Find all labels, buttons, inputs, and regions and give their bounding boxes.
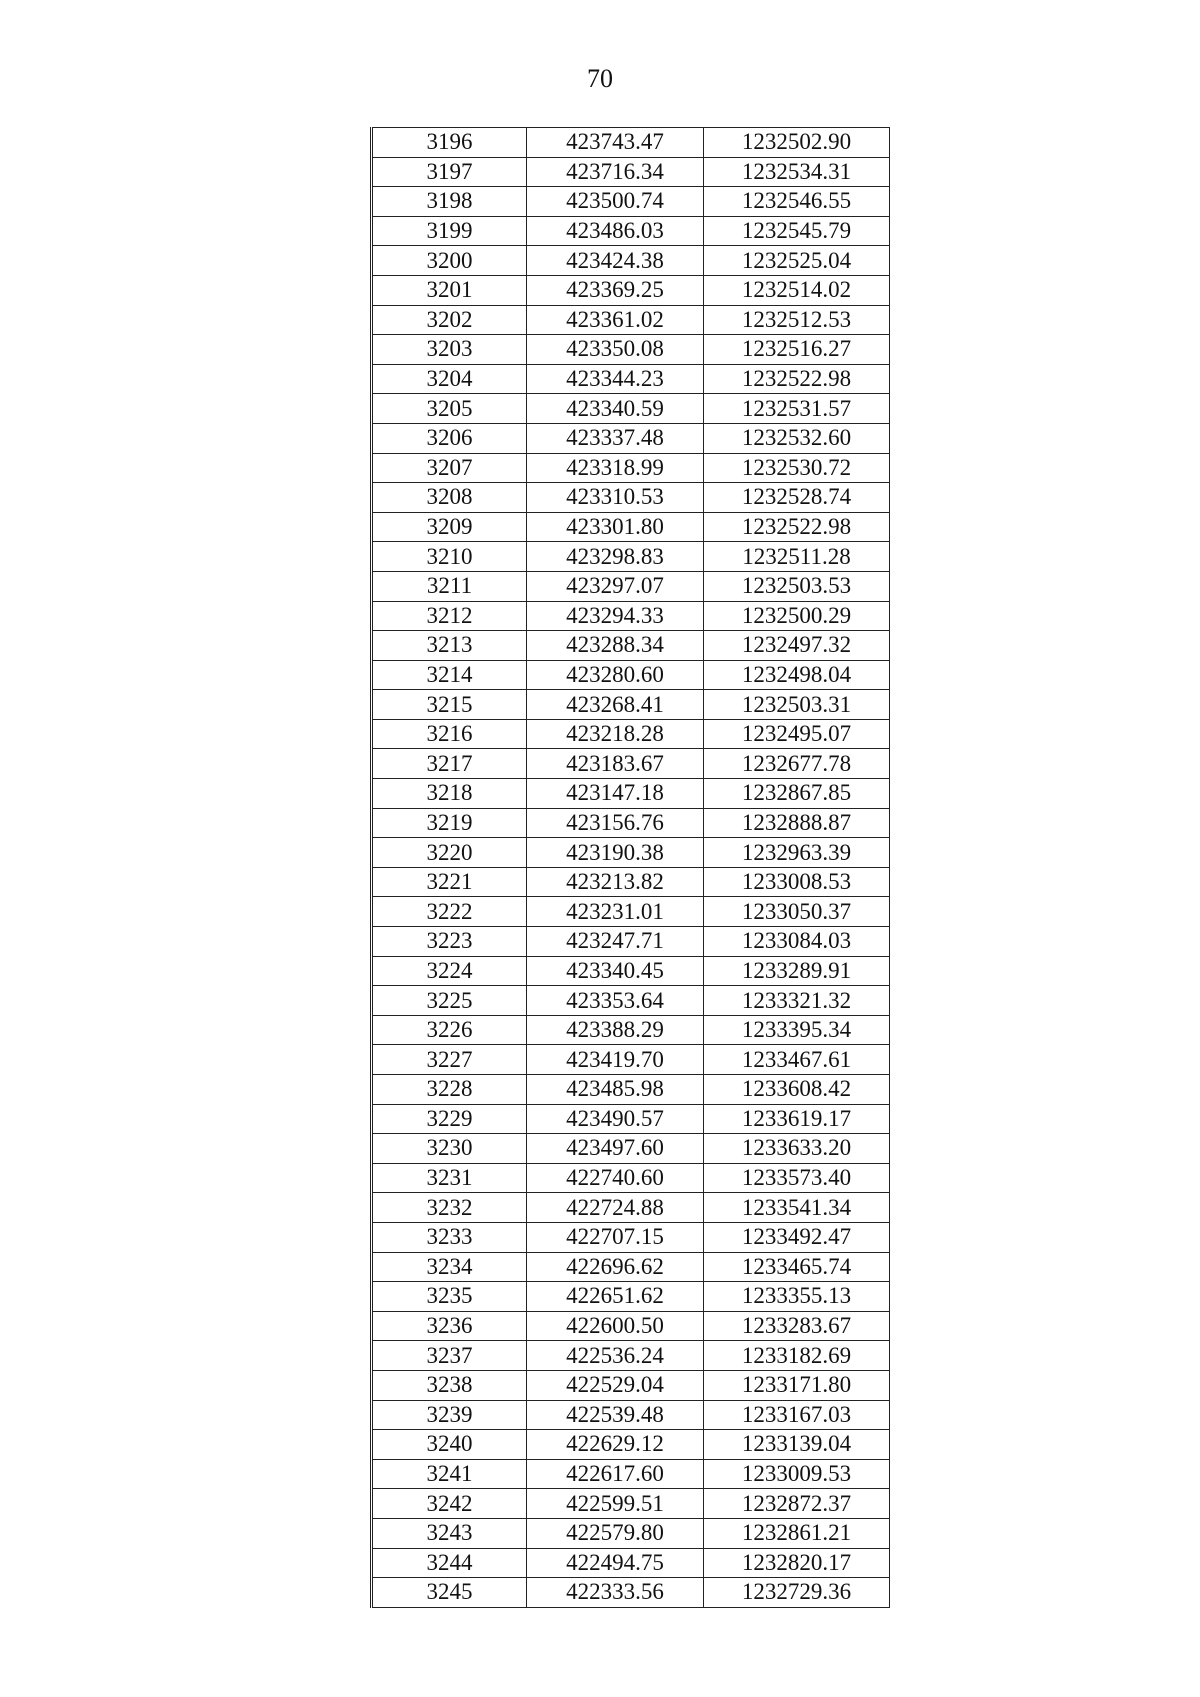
point-number-cell: 3235	[372, 1282, 527, 1312]
x-coordinate-cell: 423388.29	[527, 1015, 704, 1045]
x-coordinate-cell: 423297.07	[527, 571, 704, 601]
x-coordinate-cell: 423268.41	[527, 690, 704, 720]
y-coordinate-cell: 1232502.90	[704, 128, 890, 158]
point-number-cell: 3206	[372, 423, 527, 453]
x-coordinate-cell: 423350.08	[527, 335, 704, 365]
point-number-cell: 3228	[372, 1075, 527, 1105]
point-number-cell: 3230	[372, 1134, 527, 1164]
x-coordinate-cell: 423344.23	[527, 364, 704, 394]
x-coordinate-cell: 422529.04	[527, 1370, 704, 1400]
point-number-cell: 3213	[372, 631, 527, 661]
table-row	[372, 986, 890, 1016]
table-row	[372, 246, 890, 276]
table-row	[372, 927, 890, 957]
table-row	[372, 157, 890, 187]
point-number-cell: 3220	[372, 838, 527, 868]
table-row	[372, 1045, 890, 1075]
y-coordinate-cell: 1232514.02	[704, 275, 890, 305]
table-row	[372, 660, 890, 690]
y-coordinate-cell: 1232530.72	[704, 453, 890, 483]
coordinates-table	[370, 127, 890, 1608]
point-number-cell: 3218	[372, 779, 527, 809]
table-row	[372, 275, 890, 305]
point-number-cell: 3197	[372, 157, 527, 187]
point-number-cell: 3240	[372, 1430, 527, 1460]
point-number-cell: 3242	[372, 1489, 527, 1519]
x-coordinate-cell: 423156.76	[527, 808, 704, 838]
point-number-cell: 3232	[372, 1193, 527, 1223]
point-number-cell: 3222	[372, 897, 527, 927]
table-row	[372, 1015, 890, 1045]
table-row	[372, 1075, 890, 1105]
y-coordinate-cell: 1232503.31	[704, 690, 890, 720]
y-coordinate-cell: 1232546.55	[704, 187, 890, 217]
y-coordinate-cell: 1232528.74	[704, 483, 890, 513]
y-coordinate-cell: 1233633.20	[704, 1134, 890, 1164]
y-coordinate-cell: 1232872.37	[704, 1489, 890, 1519]
y-coordinate-cell: 1232861.21	[704, 1518, 890, 1548]
y-coordinate-cell: 1232498.04	[704, 660, 890, 690]
x-coordinate-cell: 423500.74	[527, 187, 704, 217]
point-number-cell: 3212	[372, 601, 527, 631]
point-number-cell: 3210	[372, 542, 527, 572]
table-row	[372, 364, 890, 394]
y-coordinate-cell: 1233573.40	[704, 1163, 890, 1193]
table-row	[372, 394, 890, 424]
point-number-cell: 3196	[372, 128, 527, 158]
y-coordinate-cell: 1233465.74	[704, 1252, 890, 1282]
point-number-cell: 3245	[372, 1578, 527, 1608]
y-coordinate-cell: 1232729.36	[704, 1578, 890, 1608]
table-row	[372, 808, 890, 838]
table-row	[372, 1252, 890, 1282]
y-coordinate-cell: 1232963.39	[704, 838, 890, 868]
table-row	[372, 128, 890, 158]
table-row	[372, 542, 890, 572]
y-coordinate-cell: 1233355.13	[704, 1282, 890, 1312]
y-coordinate-cell: 1233608.42	[704, 1075, 890, 1105]
x-coordinate-cell: 423424.38	[527, 246, 704, 276]
x-coordinate-cell: 423301.80	[527, 512, 704, 542]
x-coordinate-cell: 423298.83	[527, 542, 704, 572]
x-coordinate-cell: 422539.48	[527, 1400, 704, 1430]
table-row	[372, 631, 890, 661]
x-coordinate-cell: 422629.12	[527, 1430, 704, 1460]
x-coordinate-cell: 423716.34	[527, 157, 704, 187]
table-row	[372, 1578, 890, 1608]
x-coordinate-cell: 422696.62	[527, 1252, 704, 1282]
x-coordinate-cell: 423743.47	[527, 128, 704, 158]
point-number-cell: 3207	[372, 453, 527, 483]
table-row	[372, 749, 890, 779]
x-coordinate-cell: 423147.18	[527, 779, 704, 809]
point-number-cell: 3202	[372, 305, 527, 335]
y-coordinate-cell: 1233084.03	[704, 927, 890, 957]
point-number-cell: 3233	[372, 1222, 527, 1252]
table-row	[372, 216, 890, 246]
y-coordinate-cell: 1232503.53	[704, 571, 890, 601]
point-number-cell: 3215	[372, 690, 527, 720]
y-coordinate-cell: 1233008.53	[704, 867, 890, 897]
point-number-cell: 3204	[372, 364, 527, 394]
y-coordinate-cell: 1232545.79	[704, 216, 890, 246]
point-number-cell: 3241	[372, 1459, 527, 1489]
point-number-cell: 3238	[372, 1370, 527, 1400]
x-coordinate-cell: 423183.67	[527, 749, 704, 779]
point-number-cell: 3231	[372, 1163, 527, 1193]
point-number-cell: 3208	[372, 483, 527, 513]
point-number-cell: 3211	[372, 571, 527, 601]
table-row	[372, 1400, 890, 1430]
y-coordinate-cell: 1232820.17	[704, 1548, 890, 1578]
x-coordinate-cell: 423486.03	[527, 216, 704, 246]
point-number-cell: 3225	[372, 986, 527, 1016]
y-coordinate-cell: 1233139.04	[704, 1430, 890, 1460]
point-number-cell: 3221	[372, 867, 527, 897]
point-number-cell: 3237	[372, 1341, 527, 1371]
point-number-cell: 3214	[372, 660, 527, 690]
y-coordinate-cell: 1232522.98	[704, 512, 890, 542]
y-coordinate-cell: 1233182.69	[704, 1341, 890, 1371]
coordinates-table-body	[372, 128, 890, 1608]
y-coordinate-cell: 1232511.28	[704, 542, 890, 572]
point-number-cell: 3223	[372, 927, 527, 957]
table-row	[372, 1459, 890, 1489]
x-coordinate-cell: 423340.59	[527, 394, 704, 424]
table-row	[372, 335, 890, 365]
x-coordinate-cell: 423337.48	[527, 423, 704, 453]
point-number-cell: 3219	[372, 808, 527, 838]
point-number-cell: 3199	[372, 216, 527, 246]
y-coordinate-cell: 1233619.17	[704, 1104, 890, 1134]
table-row	[372, 897, 890, 927]
x-coordinate-cell: 423218.28	[527, 719, 704, 749]
y-coordinate-cell: 1232500.29	[704, 601, 890, 631]
y-coordinate-cell: 1232522.98	[704, 364, 890, 394]
y-coordinate-cell: 1233050.37	[704, 897, 890, 927]
x-coordinate-cell: 423353.64	[527, 986, 704, 1016]
y-coordinate-cell: 1233467.61	[704, 1045, 890, 1075]
y-coordinate-cell: 1232531.57	[704, 394, 890, 424]
table-row	[372, 719, 890, 749]
table-row	[372, 1311, 890, 1341]
y-coordinate-cell: 1232495.07	[704, 719, 890, 749]
x-coordinate-cell: 422707.15	[527, 1222, 704, 1252]
table-row	[372, 1222, 890, 1252]
y-coordinate-cell: 1233321.32	[704, 986, 890, 1016]
table-row	[372, 1134, 890, 1164]
table-row	[372, 1548, 890, 1578]
x-coordinate-cell: 422617.60	[527, 1459, 704, 1489]
y-coordinate-cell: 1232512.53	[704, 305, 890, 335]
x-coordinate-cell: 423247.71	[527, 927, 704, 957]
x-coordinate-cell: 423369.25	[527, 275, 704, 305]
table-row	[372, 1163, 890, 1193]
x-coordinate-cell: 423294.33	[527, 601, 704, 631]
x-coordinate-cell: 422579.80	[527, 1518, 704, 1548]
table-row	[372, 483, 890, 513]
table-row	[372, 453, 890, 483]
table-row	[372, 867, 890, 897]
y-coordinate-cell: 1233395.34	[704, 1015, 890, 1045]
x-coordinate-cell: 423497.60	[527, 1134, 704, 1164]
point-number-cell: 3200	[372, 246, 527, 276]
point-number-cell: 3224	[372, 956, 527, 986]
y-coordinate-cell: 1232497.32	[704, 631, 890, 661]
point-number-cell: 3234	[372, 1252, 527, 1282]
point-number-cell: 3226	[372, 1015, 527, 1045]
table-row	[372, 187, 890, 217]
table-row	[372, 571, 890, 601]
point-number-cell: 3201	[372, 275, 527, 305]
point-number-cell: 3198	[372, 187, 527, 217]
y-coordinate-cell: 1233167.03	[704, 1400, 890, 1430]
x-coordinate-cell: 423485.98	[527, 1075, 704, 1105]
x-coordinate-cell: 423190.38	[527, 838, 704, 868]
point-number-cell: 3229	[372, 1104, 527, 1134]
table-row	[372, 690, 890, 720]
x-coordinate-cell: 423280.60	[527, 660, 704, 690]
page-number: 70	[587, 64, 613, 93]
point-number-cell: 3203	[372, 335, 527, 365]
point-number-cell: 3205	[372, 394, 527, 424]
point-number-cell: 3243	[372, 1518, 527, 1548]
table-row	[372, 779, 890, 809]
x-coordinate-cell: 422600.50	[527, 1311, 704, 1341]
y-coordinate-cell: 1233541.34	[704, 1193, 890, 1223]
y-coordinate-cell: 1232525.04	[704, 246, 890, 276]
x-coordinate-cell: 422536.24	[527, 1341, 704, 1371]
x-coordinate-cell: 423490.57	[527, 1104, 704, 1134]
x-coordinate-cell: 422651.62	[527, 1282, 704, 1312]
x-coordinate-cell: 423340.45	[527, 956, 704, 986]
x-coordinate-cell: 423318.99	[527, 453, 704, 483]
y-coordinate-cell: 1233283.67	[704, 1311, 890, 1341]
y-coordinate-cell: 1232888.87	[704, 808, 890, 838]
x-coordinate-cell: 422599.51	[527, 1489, 704, 1519]
x-coordinate-cell: 422333.56	[527, 1578, 704, 1608]
table-row	[372, 1430, 890, 1460]
y-coordinate-cell: 1233492.47	[704, 1222, 890, 1252]
x-coordinate-cell: 423361.02	[527, 305, 704, 335]
table-row	[372, 956, 890, 986]
table-row	[372, 512, 890, 542]
x-coordinate-cell: 423231.01	[527, 897, 704, 927]
table-row	[372, 1104, 890, 1134]
table-row	[372, 423, 890, 453]
table-row	[372, 1341, 890, 1371]
point-number-cell: 3209	[372, 512, 527, 542]
y-coordinate-cell: 1233171.80	[704, 1370, 890, 1400]
y-coordinate-cell: 1232532.60	[704, 423, 890, 453]
table-row	[372, 305, 890, 335]
x-coordinate-cell: 423310.53	[527, 483, 704, 513]
y-coordinate-cell: 1232516.27	[704, 335, 890, 365]
point-number-cell: 3236	[372, 1311, 527, 1341]
y-coordinate-cell: 1233009.53	[704, 1459, 890, 1489]
x-coordinate-cell: 422740.60	[527, 1163, 704, 1193]
x-coordinate-cell: 423213.82	[527, 867, 704, 897]
point-number-cell: 3244	[372, 1548, 527, 1578]
x-coordinate-cell: 423419.70	[527, 1045, 704, 1075]
point-number-cell: 3227	[372, 1045, 527, 1075]
point-number-cell: 3217	[372, 749, 527, 779]
table-row	[372, 1193, 890, 1223]
table-row	[372, 838, 890, 868]
x-coordinate-cell: 422494.75	[527, 1548, 704, 1578]
point-number-cell: 3239	[372, 1400, 527, 1430]
x-coordinate-cell: 423288.34	[527, 631, 704, 661]
table-row	[372, 601, 890, 631]
y-coordinate-cell: 1232867.85	[704, 779, 890, 809]
y-coordinate-cell: 1232677.78	[704, 749, 890, 779]
point-number-cell: 3216	[372, 719, 527, 749]
table-row	[372, 1489, 890, 1519]
y-coordinate-cell: 1233289.91	[704, 956, 890, 986]
y-coordinate-cell: 1232534.31	[704, 157, 890, 187]
table-row	[372, 1282, 890, 1312]
table-row	[372, 1370, 890, 1400]
table-row	[372, 1518, 890, 1548]
x-coordinate-cell: 422724.88	[527, 1193, 704, 1223]
